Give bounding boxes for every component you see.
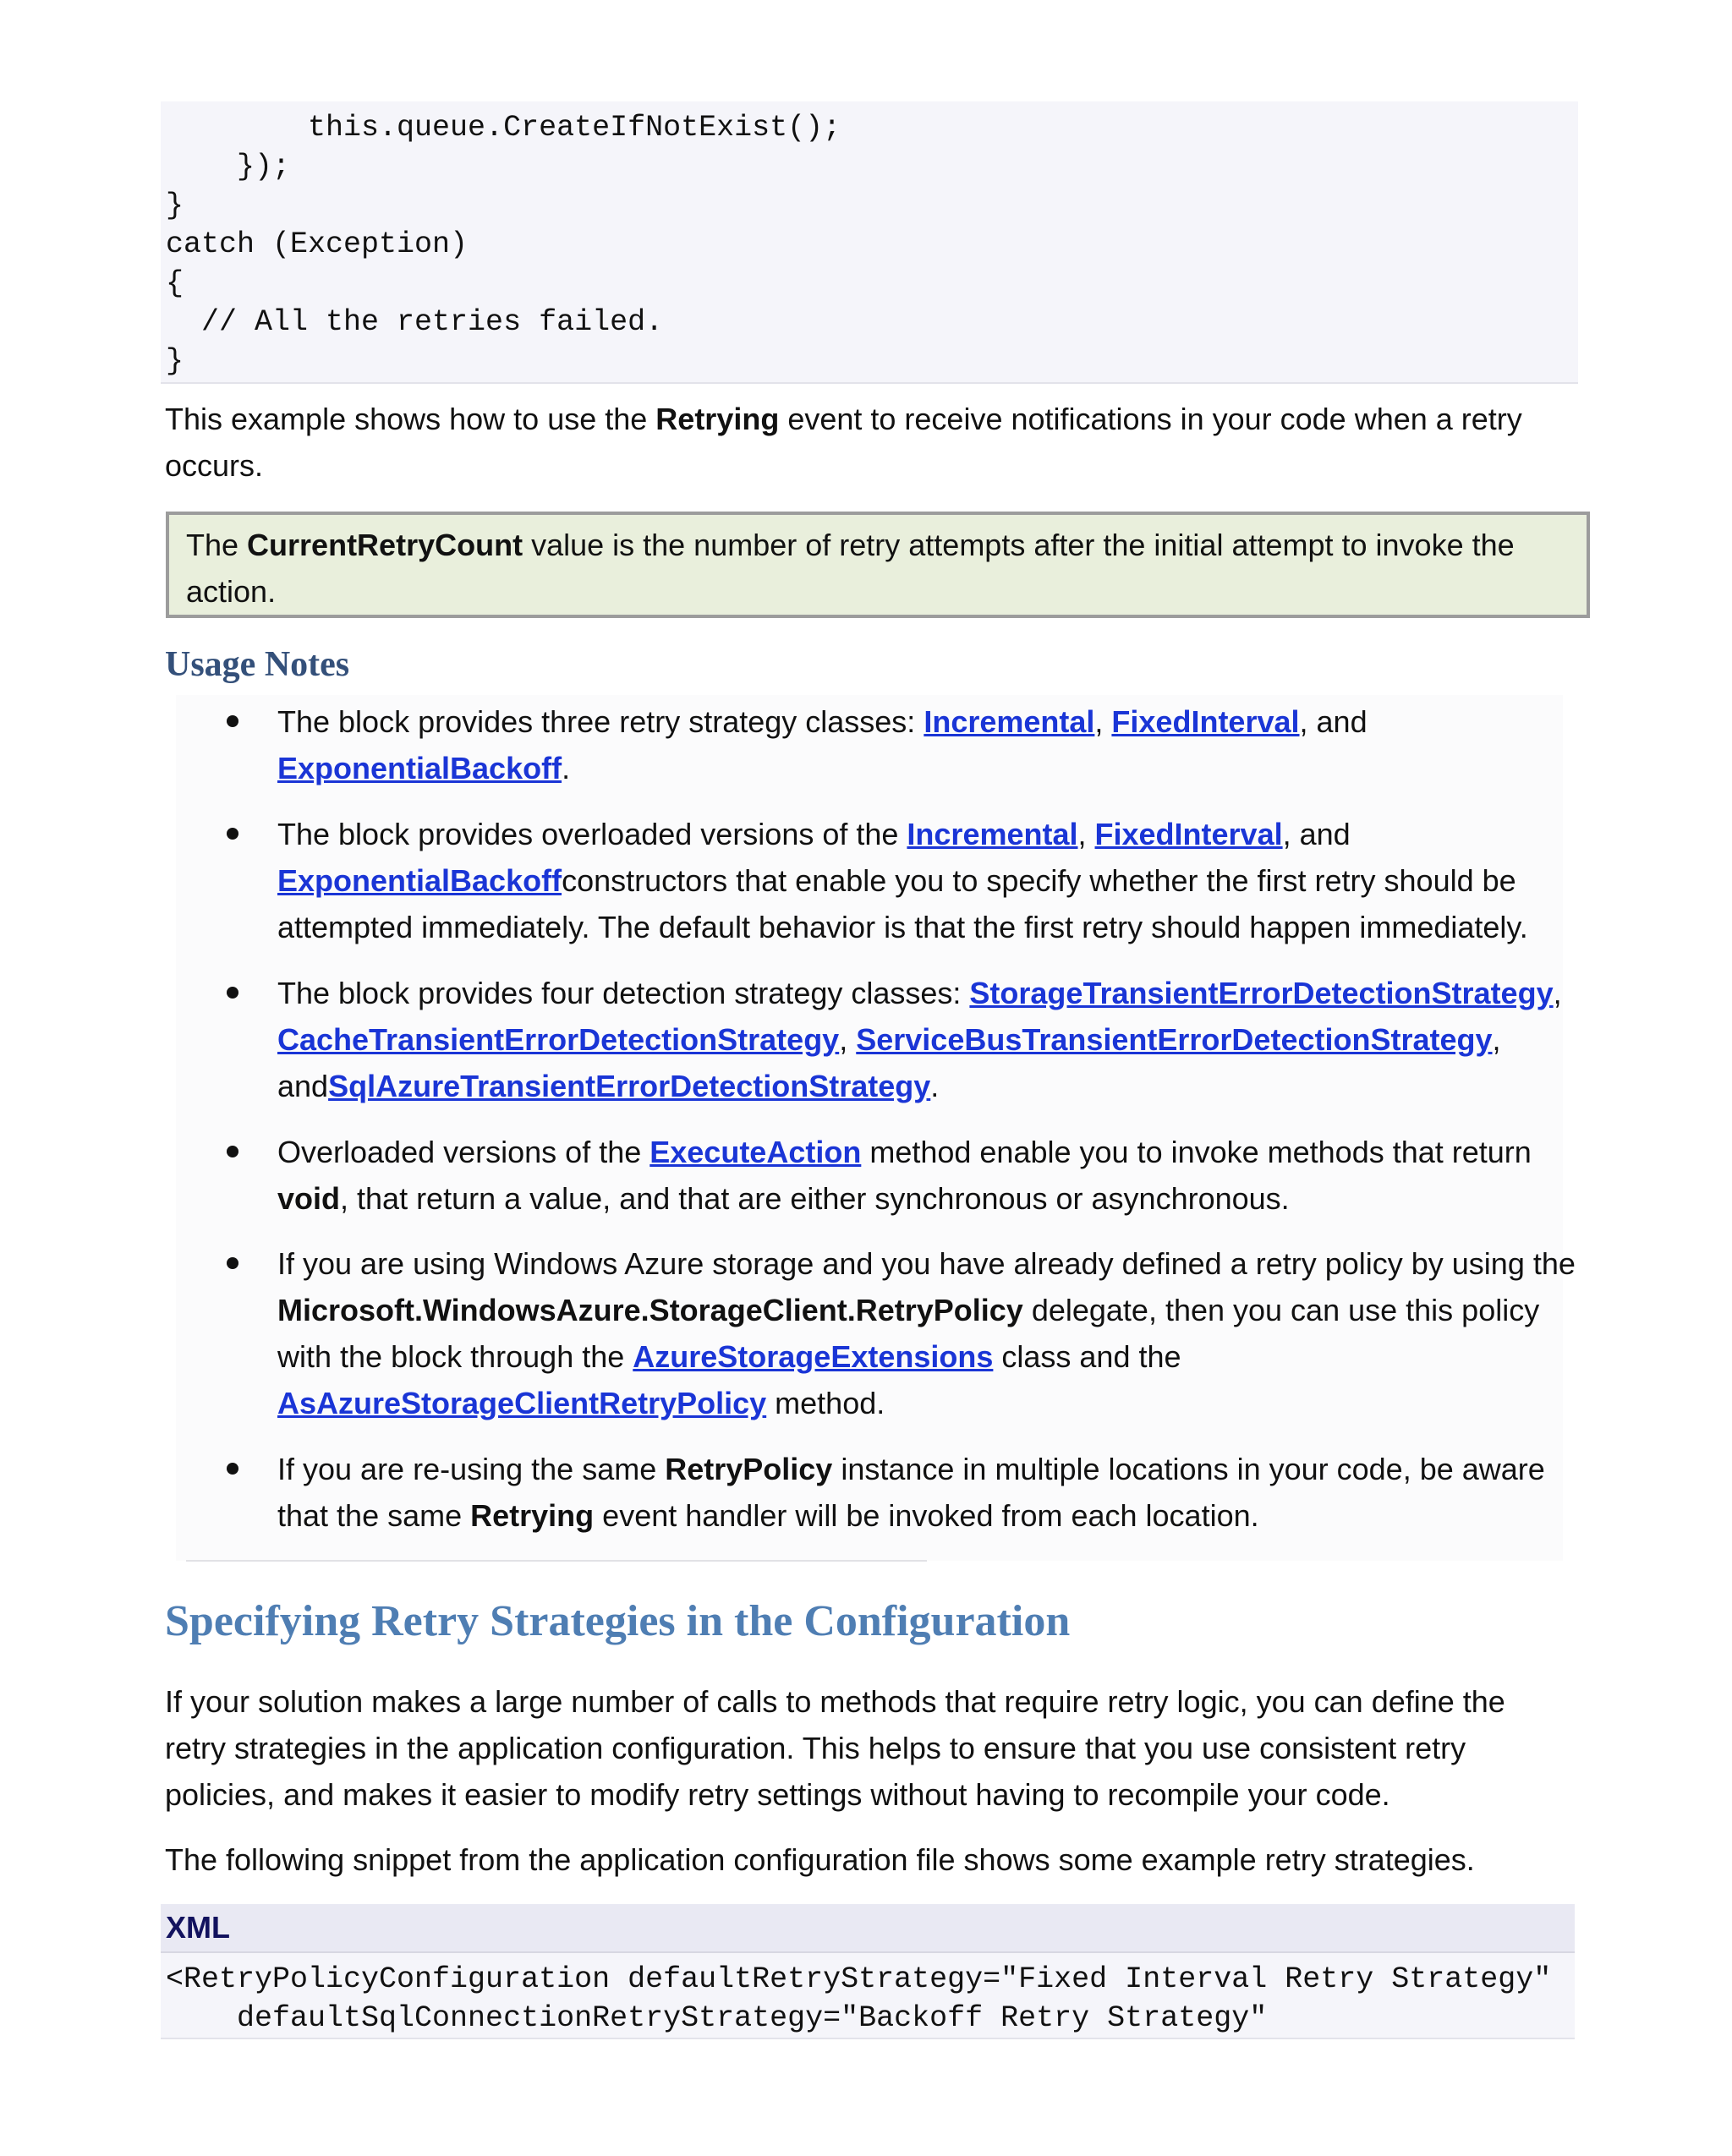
bold-term: RetryPolicy xyxy=(665,1452,833,1486)
section-paragraph: The following snippet from the application configuration file shows some example retry strategies. xyxy=(165,1842,1475,1877)
bullet-icon xyxy=(227,1463,238,1475)
link-fixedinterval[interactable]: FixedInterval xyxy=(1094,817,1283,851)
link-cache-detection-strategy[interactable]: CacheTransientErrorDetectionStrategy xyxy=(277,1022,840,1057)
code-language-label: XML xyxy=(161,1904,1575,1953)
code-line: <RetryPolicyConfiguration defaultRetryStrategy="Fixed Interval Retry Strategy" xyxy=(166,1962,1552,1996)
divider xyxy=(186,1560,927,1562)
intro-paragraph: This example shows how to use the Retrying event to receive notifications in your code when a retry occurs. xyxy=(165,402,1522,483)
list-item: If you are using Windows Azure storage and you have already defined a retry policy by using the Microsoft.WindowsAzure.StorageClient.RetryPolicy delegate, then you can use this policy with the block through the AzureStorageExtensions class and the AsAzureStorageClientRetryPolicy method. xyxy=(277,1240,1580,1426)
code-text xyxy=(166,1960,1551,2038)
note-box: The CurrentRetryCount value is the number of retry attempts after the initial attempt to invoke the action. xyxy=(166,512,1590,618)
link-servicebus-detection-strategy[interactable]: ServiceBusTransientErrorDetectionStrategy xyxy=(856,1022,1493,1057)
bold-term: Retrying xyxy=(655,402,780,436)
bullet-icon xyxy=(227,1146,238,1157)
list-item: The block provides four detection strategy classes: StorageTransientErrorDetectionStrategy, CacheTransientErrorDetectionStrategy, ServiceBusTransientErrorDetectionStrategy, andSqlAzureTransientErrorDetectionStrategy. xyxy=(277,970,1580,1109)
usage-notes-heading: Usage Notes xyxy=(165,645,350,684)
link-azurestorageextensions[interactable]: AzureStorageExtensions xyxy=(633,1339,994,1374)
code-text xyxy=(166,108,841,380)
code-line: catch (Exception) xyxy=(166,227,469,261)
bullet-icon xyxy=(227,1257,238,1269)
link-exponentialbackoff[interactable]: ExponentialBackoff xyxy=(277,751,562,785)
section-heading: Specifying Retry Strategies in the Configuration xyxy=(165,1597,1071,1645)
code-line: { xyxy=(166,266,184,300)
link-storage-detection-strategy[interactable]: StorageTransientErrorDetectionStrategy xyxy=(969,976,1554,1010)
list-item: The block provides overloaded versions of the Incremental, FixedInterval, and ExponentialBackoffconstructors that enable you to specify whether the first retry should be attempted immediately. The default behavior is that the first retry should happen immediately. xyxy=(277,811,1580,950)
link-incremental[interactable]: Incremental xyxy=(924,704,1095,739)
code-line: } xyxy=(166,344,184,378)
bullet-icon xyxy=(227,987,238,999)
bullet-icon xyxy=(227,715,238,727)
code-line: }); xyxy=(166,150,291,183)
code-line: this.queue.CreateIfNotExist(); xyxy=(166,111,841,145)
bold-term: CurrentRetryCount xyxy=(247,528,523,562)
section-paragraph: If your solution makes a large number of calls to methods that require retry logic, you can define the retry strategies in the application configuration. This helps to ensure that you use consistent retry policies, and makes it easier to modify retry settings without having to recompile your code. xyxy=(165,1684,1505,1812)
code-block xyxy=(161,101,1578,384)
list-item: Overloaded versions of the ExecuteAction method enable you to invoke methods that return void, that return a value, and that are either synchronous or asynchronous. xyxy=(277,1129,1580,1222)
code-line: // All the retries failed. xyxy=(166,305,664,339)
bold-term: Microsoft.WindowsAzure.StorageClient.RetryPolicy xyxy=(277,1293,1023,1327)
bold-term: Retrying xyxy=(470,1498,595,1533)
link-asazurestorageclientretrypolicy[interactable]: AsAzureStorageClientRetryPolicy xyxy=(277,1386,767,1420)
code-line: defaultSqlConnectionRetryStrategy="Backoff Retry Strategy" xyxy=(166,2001,1268,2035)
link-fixedinterval[interactable]: FixedInterval xyxy=(1111,704,1300,739)
link-exponentialbackoff[interactable]: ExponentialBackoff xyxy=(277,863,562,898)
list-item: The block provides three retry strategy classes: Incremental, FixedInterval, and ExponentialBackoff. xyxy=(277,698,1580,791)
bold-term: void xyxy=(277,1181,341,1216)
link-sqlazure-detection-strategy[interactable]: SqlAzureTransientErrorDetectionStrategy xyxy=(328,1069,931,1103)
code-line: } xyxy=(166,189,184,222)
link-executeaction[interactable]: ExecuteAction xyxy=(650,1135,862,1169)
link-incremental[interactable]: Incremental xyxy=(907,817,1078,851)
list-item: If you are re-using the same RetryPolicy instance in multiple locations in your code, be aware that the same Retrying event handler will be invoked from each location. xyxy=(277,1446,1580,1539)
xml-code-block xyxy=(161,1953,1575,2039)
bullet-icon xyxy=(227,828,238,840)
